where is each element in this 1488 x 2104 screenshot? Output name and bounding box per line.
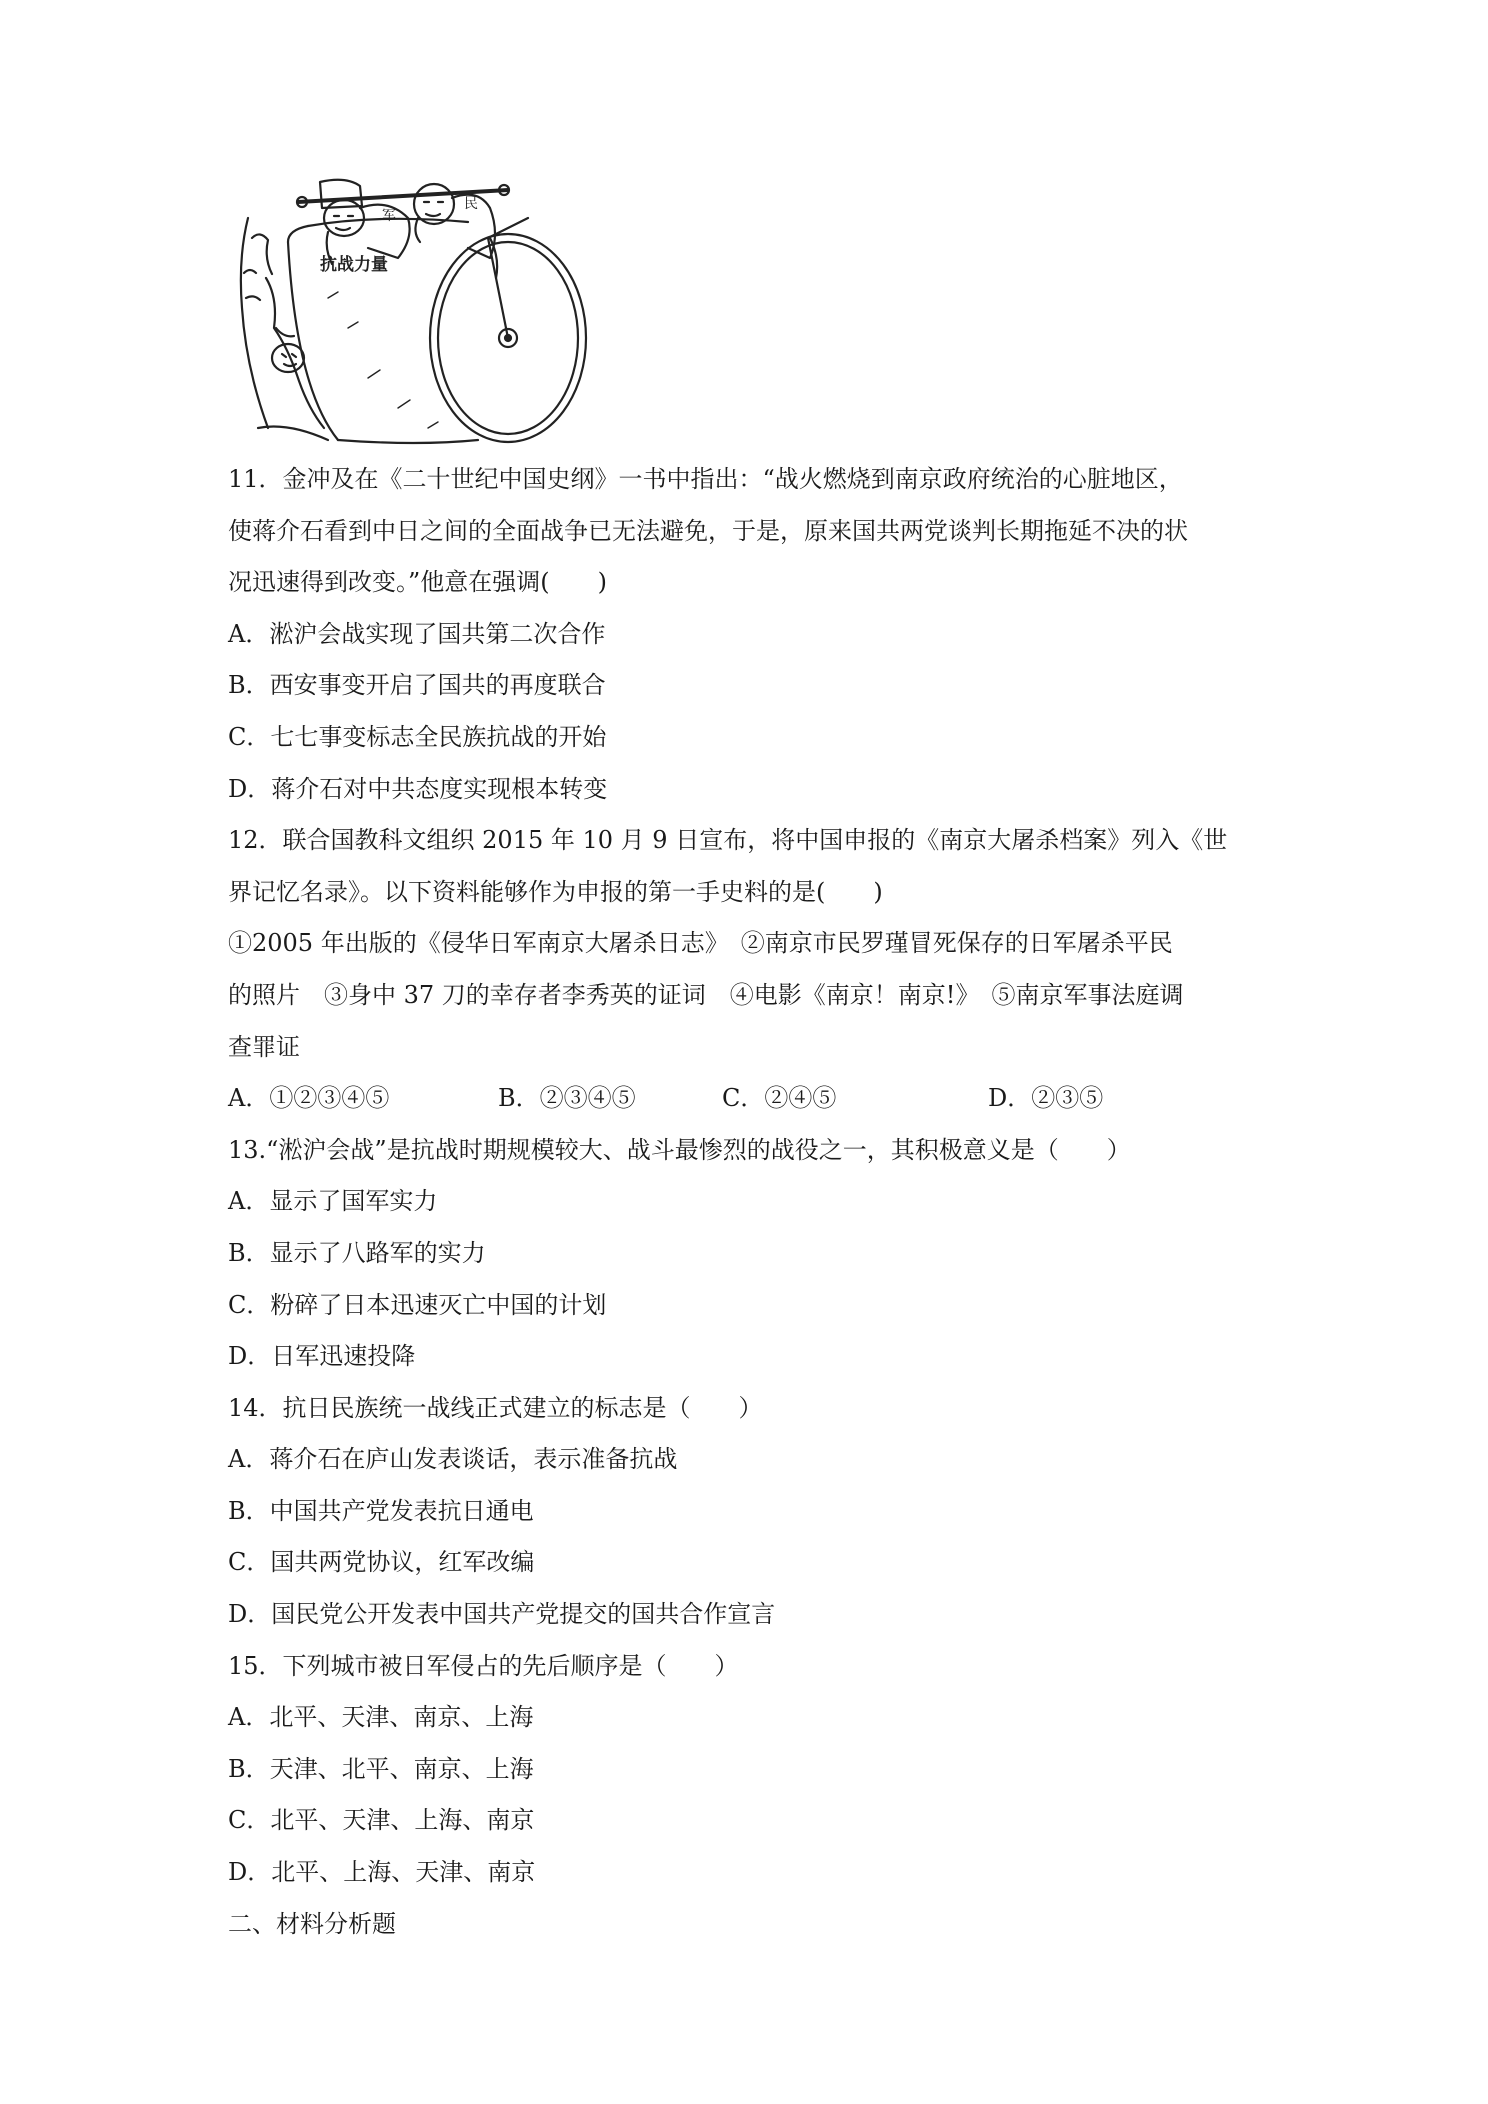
question-13 xyxy=(228,1125,1278,1383)
q11-stem-line-3: 况迅速得到改变。”他意在强调( ) xyxy=(228,568,607,597)
q12-stem-line-2: 界记忆名录》。以下资料能够作为申报的第一手史料的是( ) xyxy=(228,877,883,906)
q14-option-c: C．国共两党协议，红军改编 xyxy=(228,1548,535,1577)
q15-stem-line-1: 15．下列城市被日军侵占的先后顺序是（ ） xyxy=(228,1651,739,1680)
cartoon-illustration xyxy=(228,178,600,446)
question-14 xyxy=(228,1383,1278,1641)
q12-options-row xyxy=(228,1073,1278,1125)
q12-option-a: A．①②③④⑤ xyxy=(228,1084,390,1113)
q15-option-b: B．天津、北平、南京、上海 xyxy=(228,1754,534,1783)
question-12 xyxy=(228,815,1278,1125)
question-11 xyxy=(228,454,1278,815)
q12-stem-line-5: 查罪证 xyxy=(228,1032,300,1061)
q11-stem-line-2: 使蒋介石看到中日之间的全面战争已无法避免，于是，原来国共两党谈判长期拖延不决的状 xyxy=(228,516,1188,545)
q13-option-c: C．粉碎了日本迅速灭亡中国的计划 xyxy=(228,1290,607,1319)
cartoon-label-soldier: 军 xyxy=(382,208,396,224)
q15-option-c: C．北平、天津、上海、南京 xyxy=(228,1806,535,1835)
q13-option-b: B．显示了八路军的实力 xyxy=(228,1238,486,1267)
q14-stem-line-1: 14．抗日民族统一战线正式建立的标志是（ ） xyxy=(228,1393,763,1422)
section-2-heading: 二、材料分析题 xyxy=(228,1909,396,1938)
cartoon-label-roller: 抗战力量 xyxy=(320,255,388,275)
q12-option-c: C．②④⑤ xyxy=(722,1084,837,1113)
q14-option-b: B．中国共产党发表抗日通电 xyxy=(228,1496,534,1525)
q12-option-b: B．②③④⑤ xyxy=(498,1084,636,1113)
q11-stem-line-1: 11．金冲及在《二十世纪中国史纲》一书中指出：“战火燃烧到南京政府统治的心脏地区， xyxy=(228,465,1183,493)
q12-option-d: D．②③⑤ xyxy=(988,1084,1104,1113)
question-content xyxy=(228,454,1278,1950)
question-15 xyxy=(228,1641,1278,1899)
q13-option-a: A．显示了国军实力 xyxy=(228,1187,438,1216)
q12-stem-line-1: 12．联合国教科文组织 2015 年 10 月 9 日宣布，将中国申报的《南京大屠杀档案》列入《世 xyxy=(228,826,1228,855)
q13-stem-line-1: 13.“淞沪会战”是抗战时期规模较大、战斗最惨烈的战役之一，其积极意义是（ ） xyxy=(228,1135,1131,1164)
q12-stem-line-4: 的照片 ③身中 37 刀的幸存者李秀英的证词 ④电影《南京！南京!》 ⑤南京军事法庭调 xyxy=(228,980,1184,1009)
q13-option-d: D．日军迅速投降 xyxy=(228,1342,416,1371)
q14-option-a: A．蒋介石在庐山发表谈话，表示准备抗战 xyxy=(228,1445,678,1474)
q12-stem-line-3: ①2005 年出版的《侵华日军南京大屠杀日志》 ②南京市民罗瑾冒死保存的日军屠杀平民 xyxy=(228,929,1173,958)
q15-option-d: D．北平、上海、天津、南京 xyxy=(228,1858,536,1887)
q11-option-d: D．蒋介石对中共态度实现根本转变 xyxy=(228,774,608,803)
q15-option-a: A．北平、天津、南京、上海 xyxy=(228,1703,534,1732)
cartoon-label-civilian: 民 xyxy=(464,196,478,212)
q11-option-c: C．七七事变标志全民族抗战的开始 xyxy=(228,722,607,751)
q14-option-d: D．国民党公开发表中国共产党提交的国共合作宣言 xyxy=(228,1600,776,1629)
q11-option-b: B．西安事变开启了国共的再度联合 xyxy=(228,671,606,700)
q11-option-a: A．淞沪会战实现了国共第二次合作 xyxy=(228,619,606,648)
